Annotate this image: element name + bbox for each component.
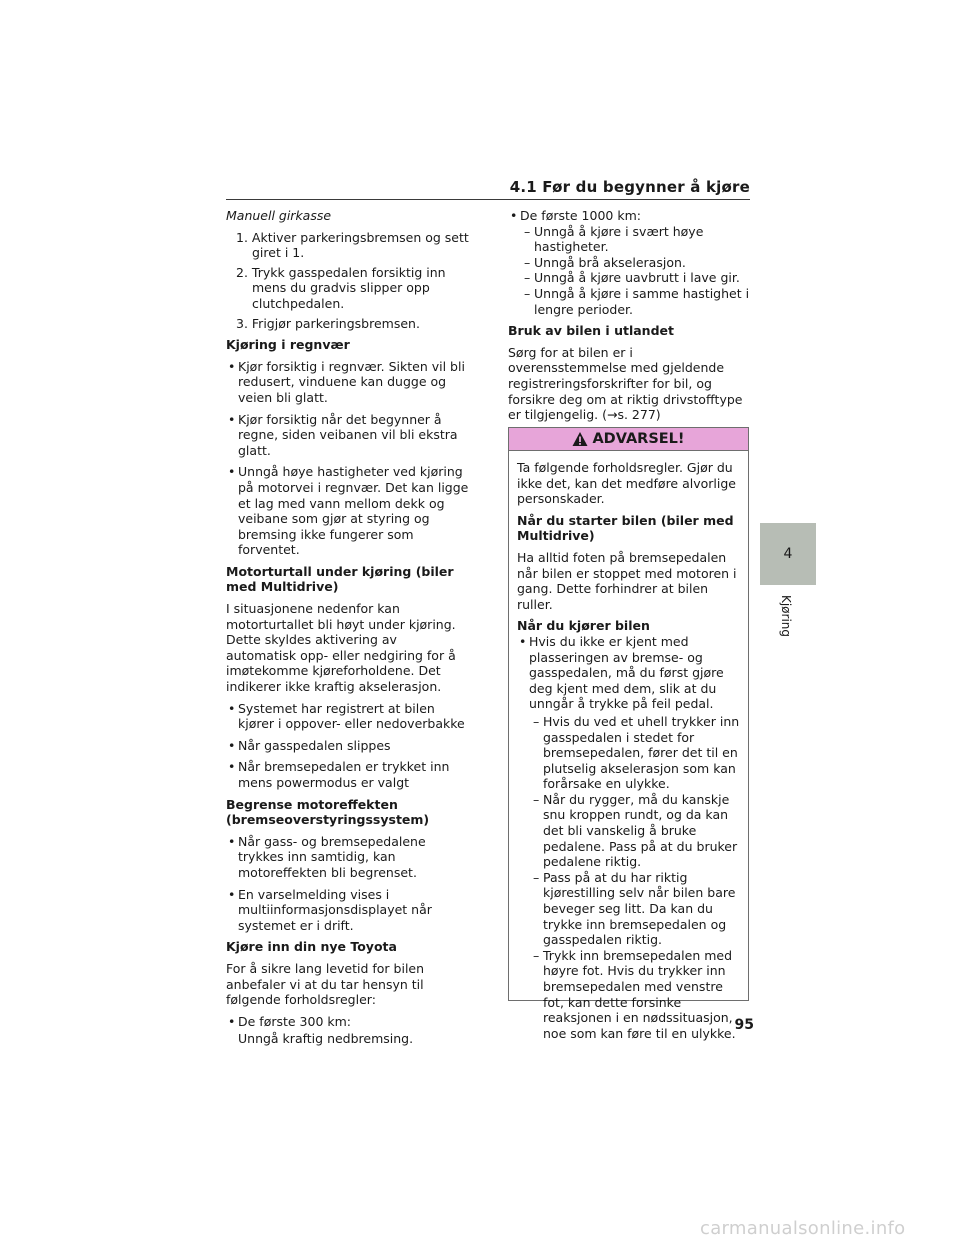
step-2: 2. Trykk gasspedalen forsiktig inn mens du gradvis slipper opp clutchpedalen. (236, 264, 446, 311)
manual-gearbox-label: Manuell girkasse (226, 208, 332, 223)
warning-start-heading: Når du starter bilen (biler med Multidrive) (517, 512, 734, 544)
warning-dash-3: – Pass på at du har riktig kjørestilling selv når bilen bare beveger seg litt. Da kan du trykke inn bremsepedalen og gasspedalen riktig. (533, 870, 740, 948)
limit-heading: Begrense motoreffekten (bremseoverstyringssystem) (226, 796, 430, 828)
first-300-label: • De første 300 km: (226, 1014, 470, 1030)
abroad-heading: Bruk av bilen i utlandet (508, 323, 674, 339)
first-1000-label: • De første 1000 km: (508, 208, 751, 224)
first-1000-item-4: – Unngå å kjøre i samme hastighet i lengre perioder. (524, 286, 751, 317)
first-300-text: Unngå kraftig nedbremsing. (238, 1031, 414, 1047)
chapter-number: 4 (783, 546, 793, 562)
chapter-label-wrap (776, 592, 796, 640)
rain-item-2: • Kjør forsiktig når det begynner å regne, siden veibanen vil bli ekstra glatt. (226, 412, 470, 459)
left-column (226, 208, 470, 1053)
limit-item-2: • En varselmelding vises i multiinformasjonsdisplayet når systemet er i drift. (226, 887, 470, 934)
watermark: carmanualsonline.info (700, 1218, 906, 1239)
warning-dash-1: – Hvis du ved et uhell trykker inn gasspedalen i stedet for bremsepedalen, fører det til en plutselig akselerasjon som kan forårsake en ulykke. (533, 714, 740, 792)
warning-start-text: Ha alltid foten på bremsepedalen når bilen er stoppet med motoren i gang. Dette forhindrer at bilen ruller. (517, 549, 737, 612)
warning-driving-bullet: • Hvis du ikke er kjent med plasseringen av bremse- og gasspedalen, må du først gjøre deg kjent med dem, slik at du unngår å trykke på feil pedal. (517, 634, 740, 712)
limit-item-1: • Når gass- og bremsepedalene trykkes inn samtidig, kan motoreffekten bli begrenset. (226, 834, 470, 881)
rain-heading: Kjøring i regnvær (226, 337, 350, 353)
rpm-item-2: • Når gasspedalen slippes (226, 738, 470, 754)
header-rule (226, 199, 750, 200)
rain-item-3: • Unngå høye hastigheter ved kjøring på motorvei i regnvær. Det kan ligge et lag med vann mellom dekk og veibane som gjør at styring og bremsing ikke fungerer som forventet. (226, 464, 470, 558)
warning-body (509, 451, 748, 1041)
rpm-heading: Motorturtall under kjøring (biler med Multidrive) (226, 563, 454, 595)
rpm-item-1: • Systemet har registrert at bilen kjører i oppover- eller nedoverbakke (226, 701, 470, 732)
warning-title: ADVARSEL! (592, 431, 685, 447)
warning-intro: Ta følgende forholdsregler. Gjør du ikke det, kan det medføre alvorlige personskader. (517, 460, 736, 507)
page-number: 95 (734, 1017, 754, 1033)
first-1000-item-2: – Unngå brå akselerasjon. (524, 255, 751, 271)
warning-driving-heading: Når du kjører bilen (517, 618, 650, 634)
warning-dash-2: – Når du rygger, må du kanskje snu kroppen rundt, og da kan det bli vanskelig å bruke pedalene. Pass på at du bruker pedalene riktig. (533, 792, 740, 870)
first-1000-item-3: – Unngå å kjøre uavbrutt i lave gir. (524, 270, 751, 286)
chapter-tab (760, 523, 816, 585)
break-in-text: For å sikre lang levetid for bilen anbefaler vi at du tar hensyn til følgende forholdsregler: (226, 960, 425, 1008)
first-1000-item-1: – Unngå å kjøre i svært høye hastigheter. (524, 224, 751, 255)
rpm-text: I situasjonene nedenfor kan motorturtallet bli høyt under kjøring. Dette skyldes aktivering av automatisk opp- eller nedgiring for å imøtekomme kjøreforholdene. Det indikerer ikke kraftig akselerasjon. (226, 601, 456, 695)
step-1: 1. Aktiver parkeringsbremsen og sett giret i 1. (236, 229, 469, 261)
step-3: 3. Frigjør parkeringsbremsen. (236, 315, 420, 331)
chapter-label: Kjøring (779, 594, 794, 638)
warning-header (509, 428, 748, 451)
rpm-item-3: • Når bremsepedalen er trykket inn mens powermodus er valgt (226, 759, 470, 790)
rain-item-1: • Kjør forsiktig i regnvær. Sikten vil bli redusert, vinduene kan dugge og veien bli glatt. (226, 359, 470, 406)
warning-dash-4: – Trykk inn bremsepedalen med høyre fot. Hvis du trykker inn bremsepedalen med venstre fot, kan dette forsinke reaksjonen i en nødssituasjon, noe som kan føre til en ulykke. (533, 948, 740, 1042)
warning-triangle-icon (572, 431, 588, 447)
break-in-heading: Kjøre inn din nye Toyota (226, 939, 397, 955)
abroad-text: Sørg for at bilen er i overensstemmelse med gjeldende registreringsforskrifter for bil, og forsikre deg om at riktig drivstofftype er tilgjengelig. (→s. 277) (508, 344, 743, 423)
right-column (508, 208, 751, 429)
section-title: 4.1 Før du begynner å kjøre (509, 178, 750, 196)
